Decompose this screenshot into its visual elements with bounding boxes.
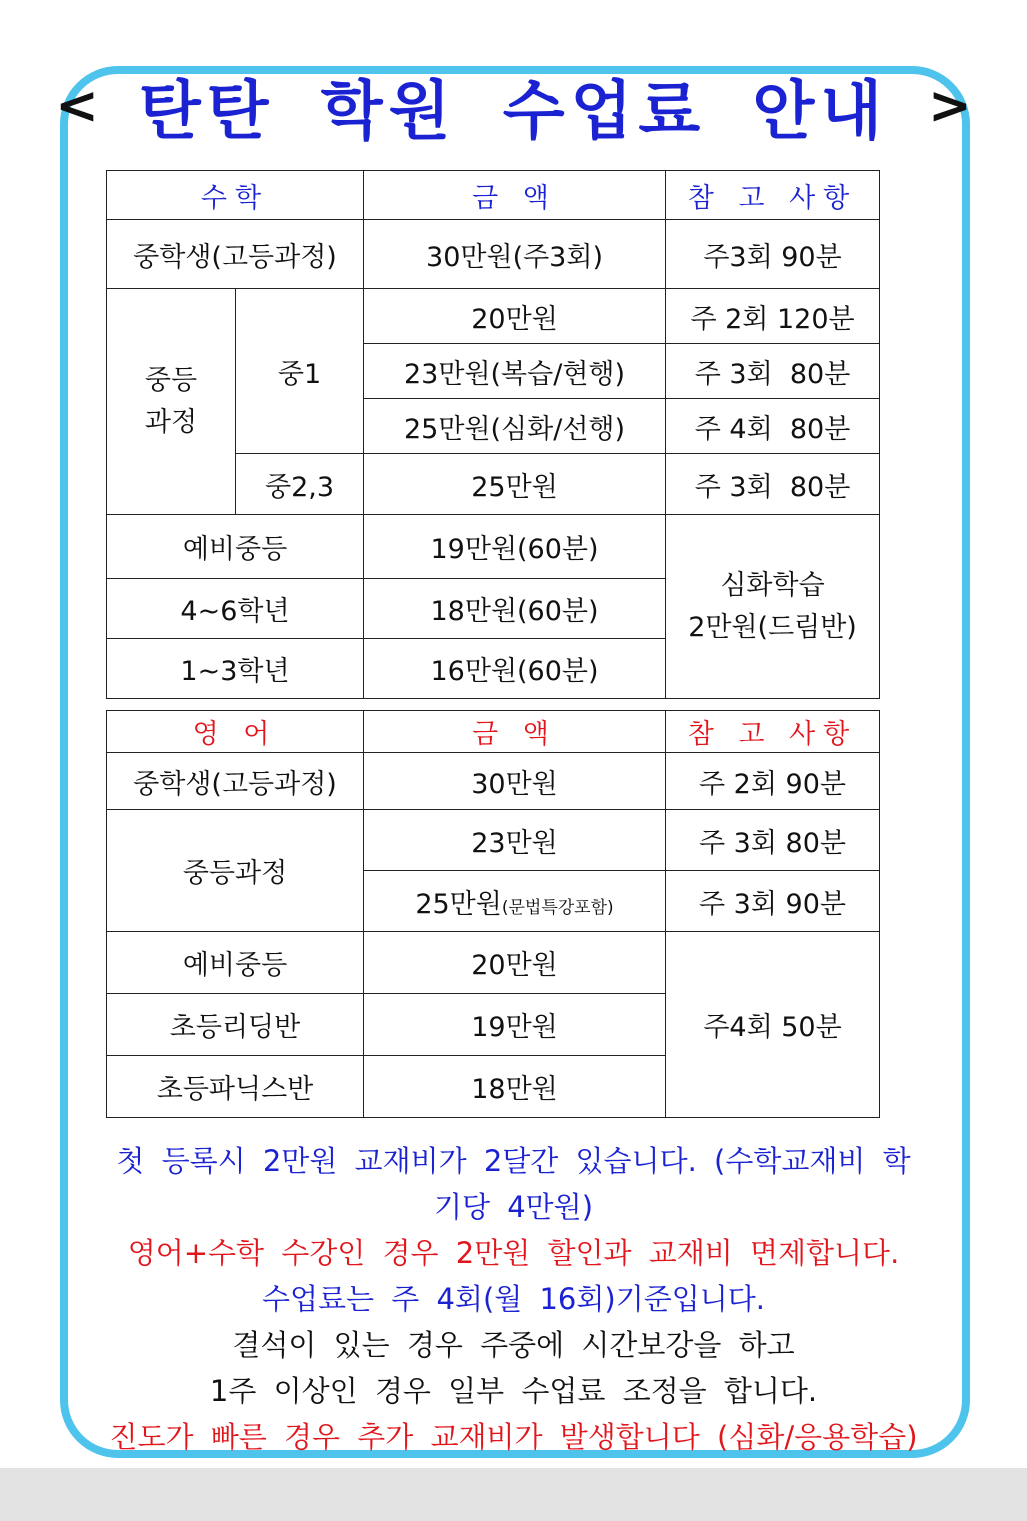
note-fee-adjustment: 1주 이상인 경우 일부 수업료 조정을 합니다.: [209, 1374, 818, 1408]
note-fee-basis: 수업료는 주 4회(월 16회)기준입니다.: [261, 1282, 766, 1316]
title-text: 탄탄 학원 수업료 안내: [138, 75, 889, 149]
course-label: 중학생(고등과정): [107, 220, 364, 289]
note-cell: 주3회 90분: [666, 220, 880, 289]
note-absence-makeup: 결석이 있는 경우 주중에 시간보강을 하고: [232, 1328, 795, 1362]
table-row: [107, 289, 880, 344]
english-header-row: [107, 711, 880, 753]
english-note-header: 참 고 사항: [666, 711, 880, 753]
note-cell: 주4회 50분: [666, 932, 880, 1118]
table-row: [107, 220, 880, 289]
course-label: 4~6학년: [107, 579, 364, 639]
bottom-bar: [0, 1468, 1027, 1521]
course-label: 예비중등: [107, 515, 364, 579]
fee-cell: 19만원: [364, 994, 666, 1056]
english-fee-header: 금 액: [364, 711, 666, 753]
math-fee-table: [106, 170, 880, 699]
fee-cell: 18만원: [364, 1056, 666, 1118]
note-cell: 주 2회 90분: [666, 753, 880, 810]
right-angle-bracket: >: [928, 76, 972, 136]
fee-cell: [364, 810, 666, 871]
course-label: 중학생(고등과정): [107, 753, 364, 810]
note-extra-textbook: 진도가 빠른 경우 추가 교재비가 발생합니다 (심화/응용학습): [109, 1420, 918, 1454]
math-subject-header: 수학: [107, 171, 364, 220]
fee-amount: 25만원: [415, 888, 502, 920]
english-subject-header: 영 어: [107, 711, 364, 753]
notes-block: [106, 1138, 921, 1460]
note-cell: 주 3회 80분: [666, 344, 880, 399]
math-fee-header: 금 액: [364, 171, 666, 220]
note-cell: 주 3회 80분: [666, 454, 880, 515]
note-cell: 주 2회 120분: [666, 289, 880, 344]
course-label: 초등리딩반: [107, 994, 364, 1056]
course-label: 1~3학년: [107, 639, 364, 699]
note-cell: 심화학습 2만원(드림반): [666, 515, 880, 699]
note-cell: 주 3회 80분: [666, 810, 880, 871]
table-row: [107, 810, 880, 871]
fee-cell: [364, 871, 666, 932]
grade-label: 중2,3: [236, 454, 364, 515]
table-row: [107, 753, 880, 810]
middle-course-label: 중등 과정: [107, 289, 236, 515]
note-cell: 주 3회 90분: [666, 871, 880, 932]
middle-course-label: 중등과정: [107, 810, 364, 932]
course-label: 예비중등: [107, 932, 364, 994]
table-row: [107, 515, 880, 579]
fee-cell: 30만원(주3회): [364, 220, 666, 289]
grade-label: 중1: [236, 289, 364, 454]
fee-amount: 23만원: [471, 827, 558, 859]
note-textbook-fee: 첫 등록시 2만원 교재비가 2달간 있습니다. (수학교재비 학기당 4만원): [116, 1144, 911, 1224]
page-title: [0, 66, 1027, 149]
fee-cell: 23만원(복습/현행): [364, 344, 666, 399]
course-label: 초등파닉스반: [107, 1056, 364, 1118]
fee-cell: 16만원(60분): [364, 639, 666, 699]
math-header-row: [107, 171, 880, 220]
table-row: [107, 932, 880, 994]
fee-cell: 20만원: [364, 932, 666, 994]
fee-cell: 19만원(60분): [364, 515, 666, 579]
fee-cell: 25만원(심화/선행): [364, 399, 666, 454]
fee-cell: 20만원: [364, 289, 666, 344]
left-angle-bracket: <: [55, 76, 99, 136]
fee-cell: 30만원: [364, 753, 666, 810]
note-combo-discount: 영어+수학 수강인 경우 2만원 할인과 교재비 면제합니다.: [127, 1236, 900, 1270]
fee-detail: (문법특강포함): [501, 897, 614, 918]
math-note-header: 참 고 사항: [666, 171, 880, 220]
fee-cell: 18만원(60분): [364, 579, 666, 639]
fee-cell: 25만원: [364, 454, 666, 515]
english-fee-table: [106, 710, 880, 1118]
note-cell: 주 4회 80분: [666, 399, 880, 454]
